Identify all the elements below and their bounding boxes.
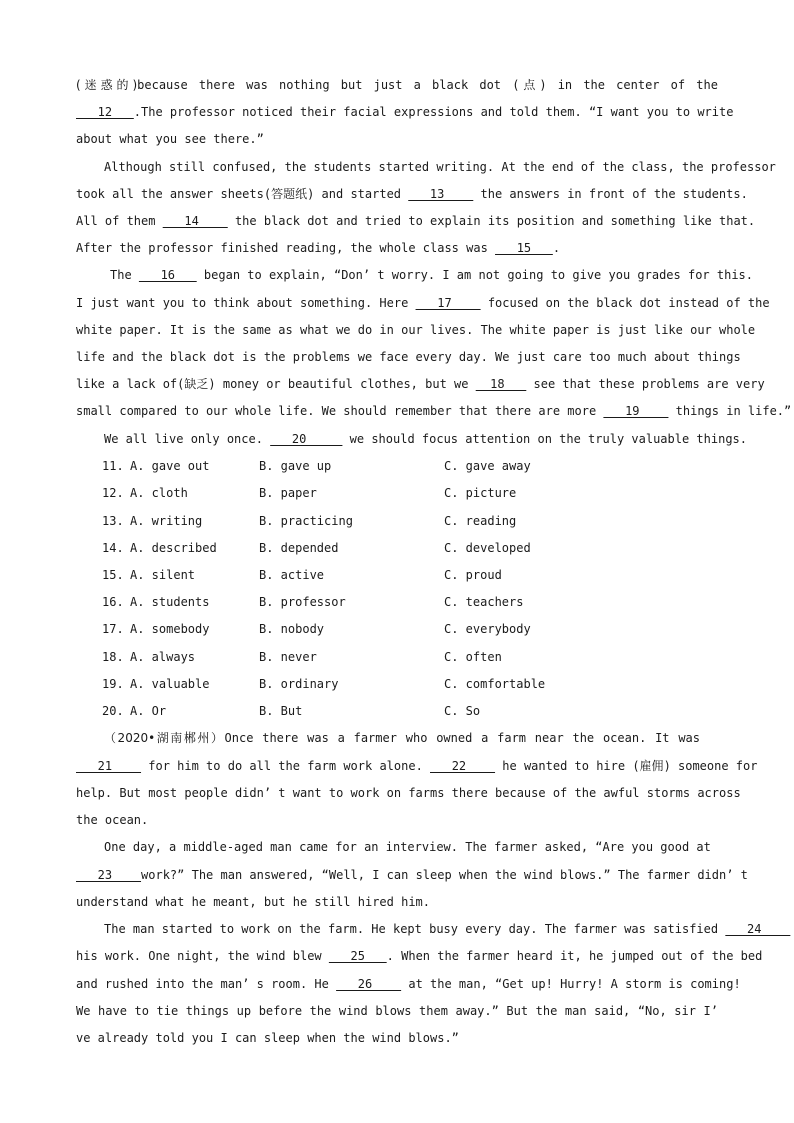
option-b[interactable]: B. practicing [259, 514, 353, 528]
blank-25[interactable]: 25 [328, 949, 387, 963]
option-c[interactable]: C. reading [444, 514, 517, 528]
blank-24[interactable]: 24 [725, 922, 791, 936]
passage1-line: about what you see there.” [76, 132, 264, 146]
passage2-line: ve already told you I can sleep when the wind blows.” [76, 1031, 459, 1045]
blank-19[interactable]: 19 [603, 404, 669, 418]
option-a[interactable]: A. cloth [130, 486, 188, 500]
option-a[interactable]: A. valuable [130, 677, 210, 691]
passage2-line: his work. One night, the wind blew 25 . When the farmer heard it, he jumped out of the bed [76, 949, 763, 963]
blank-26[interactable]: 26 [336, 977, 402, 991]
option-c[interactable]: C. developed [444, 541, 531, 555]
option-c[interactable]: C. gave away [444, 459, 531, 473]
blank-21[interactable]: 21 [76, 759, 142, 773]
option-c[interactable]: C. picture [444, 486, 517, 500]
blank-22[interactable]: 22 [430, 759, 496, 773]
option-a[interactable]: A. gave out [130, 459, 210, 473]
passage1-line: After the professor finished reading, the whole class was 15 . [76, 241, 561, 255]
option-a[interactable]: A. somebody [130, 622, 210, 636]
passage1-line: Although still confused, the students started writing. At the end of the class, the professor [104, 160, 776, 174]
passage1-line: (迷惑的)because there was nothing but just a black dot (点) in the center of the [76, 78, 718, 92]
option-c[interactable]: C. everybody [444, 622, 531, 636]
passage1-line: life and the black dot is the problems we face every day. We just care too much about things [76, 350, 741, 364]
blank-16[interactable]: 16 [138, 268, 197, 282]
passage2-line: the ocean. [76, 813, 149, 827]
option-c[interactable]: C. teachers [444, 595, 524, 609]
option-b[interactable]: B. gave up [259, 459, 332, 473]
blank-13[interactable]: 13 [408, 187, 474, 201]
option-b[interactable]: B. never [259, 650, 317, 664]
option-c[interactable]: C. often [444, 650, 502, 664]
passage1-line: white paper. It is the same as what we do in our lives. The white paper is just like our whole [76, 323, 756, 337]
passage1-line: small compared to our whole life. We should remember that there are more 19 things in life.” [76, 404, 792, 418]
option-b[interactable]: B. professor [259, 595, 346, 609]
passage2-line: （2020•湖南郴州）Once there was a farmer who owned a farm near the ocean. It was [104, 731, 700, 745]
option-b[interactable]: B. But [259, 704, 303, 718]
option-a[interactable]: A. silent [130, 568, 196, 582]
blank-17[interactable]: 17 [415, 296, 481, 310]
blank-15[interactable]: 15 [495, 241, 553, 255]
passage1-line: The 16 began to explain, “Don’ t worry. I am not going to give you grades for this. [110, 268, 753, 282]
passage2-line: The man started to work on the farm. He kept busy every day. The farmer was satisfied 24 [104, 922, 791, 936]
passage2-line: We have to tie things up before the wind blows them away.” But the man said, “No, sir I’ [76, 1004, 718, 1018]
blank-20[interactable]: 20 [270, 432, 343, 446]
passage1-line: I just want you to think about something. Here 17 focused on the black dot instead of the [76, 296, 770, 310]
option-b[interactable]: B. ordinary [259, 677, 339, 691]
option-a[interactable]: A. always [130, 650, 196, 664]
option-a[interactable]: A. writing [130, 514, 203, 528]
option-a[interactable]: A. Or [130, 704, 167, 718]
source-tag: （2020•湖南郴州） [104, 731, 225, 745]
passage1-line: 12 .The professor noticed their facial expressions and told them. “I want you to write [76, 105, 734, 119]
blank-23[interactable]: 23 [76, 868, 142, 882]
option-c[interactable]: C. comfortable [444, 677, 546, 691]
passage2-line: 21 for him to do all the farm work alone. 22 he wanted to hire (雇佣) someone for [76, 759, 758, 773]
option-b[interactable]: B. active [259, 568, 325, 582]
option-b[interactable]: B. depended [259, 541, 339, 555]
option-b[interactable]: B. nobody [259, 622, 325, 636]
passage1-line: like a lack of(缺乏) money or beautiful clothes, but we 18 see that these problems are very [76, 377, 765, 391]
passage2-line: One day, a middle-aged man came for an interview. The farmer asked, “Are you good at [104, 840, 711, 854]
blank-18[interactable]: 18 [475, 377, 527, 391]
option-a[interactable]: A. students [130, 595, 210, 609]
passage2-line: and rushed into the man’ s room. He 26 at the man, “Get up! Hurry! A storm is coming! [76, 977, 741, 991]
option-c[interactable]: C. So [444, 704, 481, 718]
option-c[interactable]: C. proud [444, 568, 502, 582]
blank-14[interactable]: 14 [162, 214, 228, 228]
document-page: (迷惑的)because there was nothing but just a black dot (点) in the center of the 12 .The professor noticed their facial expressions and told them. “I want you to write about what you see there.” Although still confused, the students started writing. At the end of the class, the professor took all the answer sheets(答题纸) and started 13 the answers in front of the students. All of them 14 the black dot and tried to explain its position and something like that. After the professor finished reading, the whole class was 15 . The 16 began to explain, “Don’ t worry. I am not going to give you grades for this. I just want you to think about something. Here 17 focused on the black dot instead of the white paper. It is the same as what we do in our lives. The white paper is just like our whole life and the black dot is the problems we face every day. We just care too much about things like a lack of(缺乏) money or beautiful clothes, but we 18 see that these problems are very small compared to our whole life. We should remember that there are more 19 things in life.” We all live only once. 20 we should focus attention on the truly valuable things. 11. A. gave out B. gave up C. gave away 12. A. cloth B. paper C. picture 13. A. writing B. practicing C. reading 14. A. described B. depended C. developed 15. A. silent B. active C. proud 16. A. students B. professor C. teachers 17. A. somebody B. nobody C. everybody 18. A. always B. never C. often 19. A. valuable B. ordinary C. comfortable 20. A. Or B. But C. So （2020•湖南郴州）Once there was a farmer who owned a farm near the ocean. It was 21 for him to do all the farm work alone. 22 he wanted to hire (雇佣) someone for help. But most people didn’ t want to work on farms there because of the awful storms across the ocean. One day, a middle-aged man came for an interview. The farmer asked, “Are you good at 23 work?” The man answered, “Well, I can sleep when the wind blows.” The farmer didn’ t understand what he meant, but he still hired him. The man started to work on the farm. He kept busy every day. The farmer was satisfied 24 his work. One night, the wind blew 25 . When the farmer heard it, he jumped out of the bed and rushed into the man’ s room. He 26 at the man, “Get up! Hurry! A storm is coming! We have to tie things up before the wind blows them away.” But the man said, “No, sir I’ ve already told you I can sleep when the wind blows.” [0, 0, 794, 1123]
passage2-line: help. But most people didn’ t want to work on farms there because of the awful storms across [76, 786, 741, 800]
option-b[interactable]: B. paper [259, 486, 317, 500]
passage1-line: All of them 14 the black dot and tried to explain its position and something like that. [76, 214, 756, 228]
passage1-line: We all live only once. 20 we should focus attention on the truly valuable things. [104, 432, 747, 446]
passage1-line: took all the answer sheets(答题纸) and started 13 the answers in front of the students. [76, 187, 748, 201]
passage2-line: 23 work?” The man answered, “Well, I can sleep when the wind blows.” The farmer didn’ t [76, 868, 748, 882]
passage2-line: understand what he meant, but he still hired him. [76, 895, 431, 909]
option-a[interactable]: A. described [130, 541, 217, 555]
blank-12[interactable]: 12 [76, 105, 134, 119]
